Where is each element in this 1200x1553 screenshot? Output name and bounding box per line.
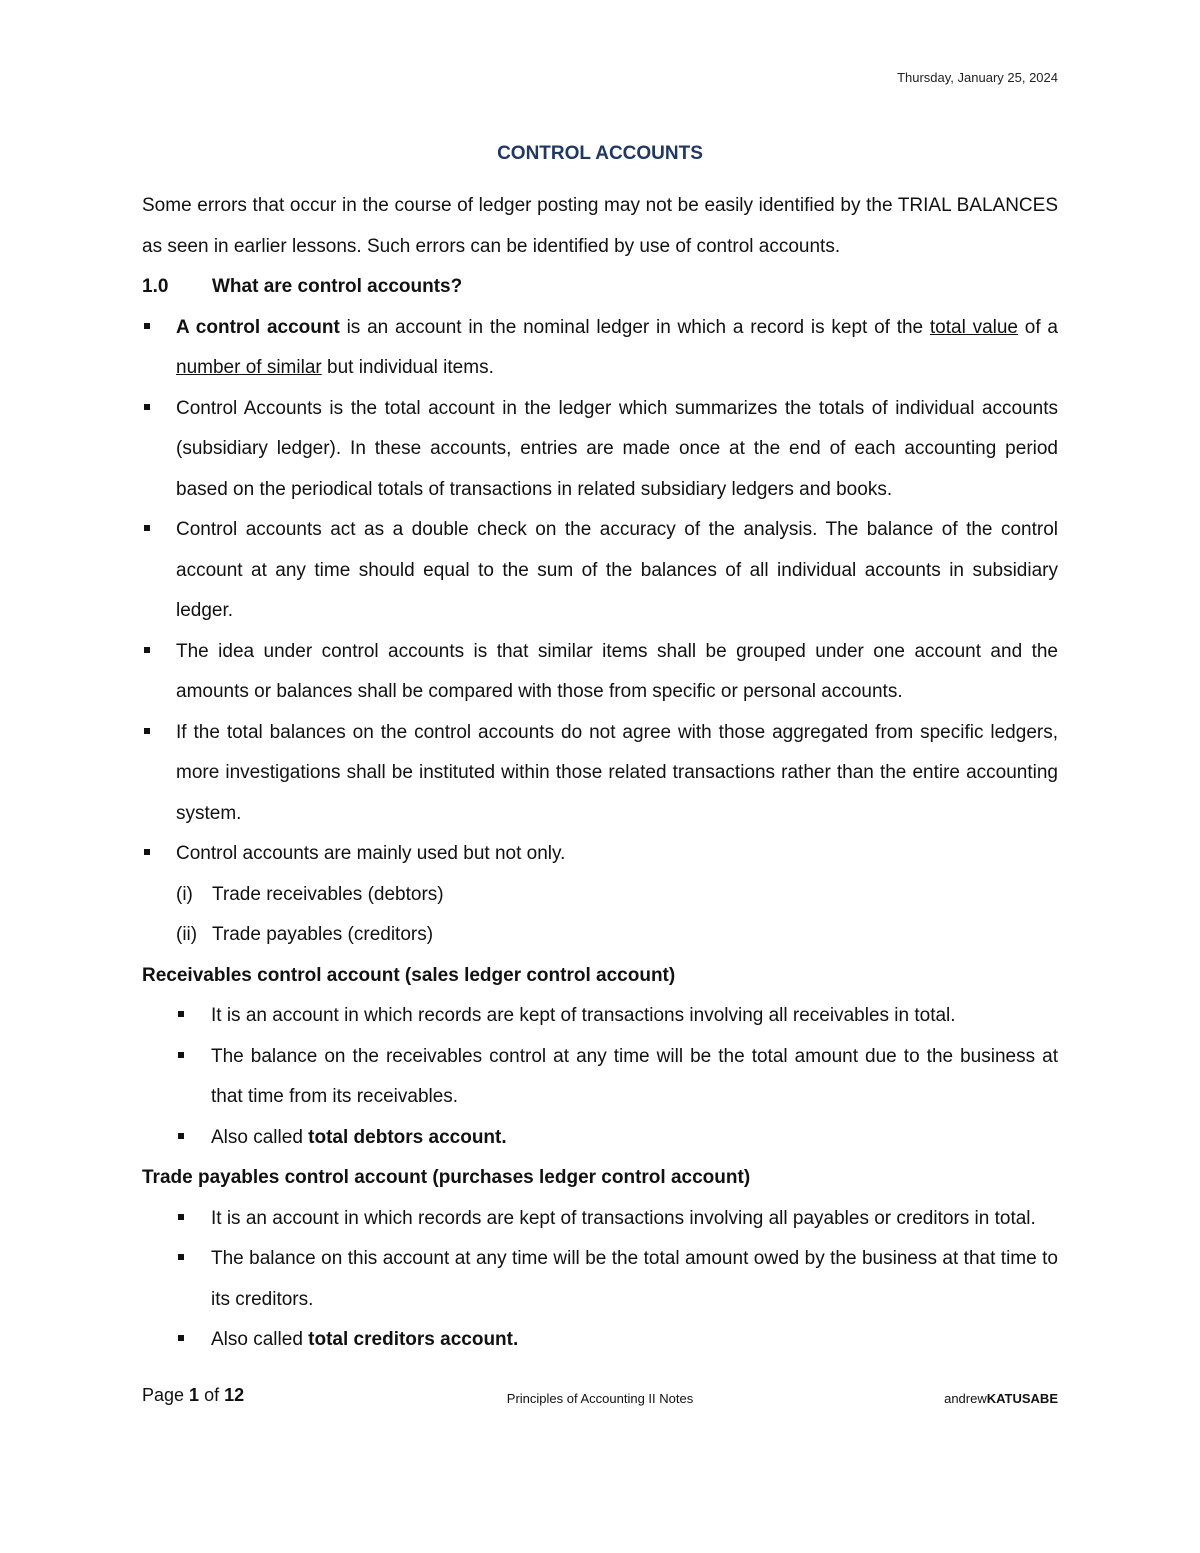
page-current: 1: [189, 1385, 200, 1405]
header-date: Thursday, January 25, 2024: [897, 70, 1058, 85]
list-item: [142, 996, 1058, 1037]
list-item-text: The balance on the receivables control at any time will be the total amount due to the business at that time from its receivables.: [211, 1045, 1058, 1107]
text-run: is an account in the nominal ledger in which a record is kept of the: [339, 316, 930, 338]
square-bullet-icon: [178, 1052, 184, 1058]
list-item: [142, 1118, 1058, 1159]
square-bullet-icon: [178, 1011, 184, 1017]
payables-bullet-list: [142, 1199, 1058, 1361]
list-item-text: Trade payables (creditors): [212, 924, 434, 945]
square-bullet-icon: [178, 1335, 184, 1341]
page-title: CONTROL ACCOUNTS: [497, 143, 703, 164]
author-last-name: KATUSABE: [986, 1391, 1058, 1406]
bold-term: total creditors account.: [308, 1329, 519, 1350]
list-item: [142, 1320, 1058, 1361]
list-item: [142, 632, 1058, 713]
page-footer: [142, 1385, 1058, 1415]
page-word: Page: [142, 1385, 190, 1405]
square-bullet-icon: [178, 1214, 184, 1220]
square-bullet-icon: [144, 849, 150, 855]
roman-marker: (ii): [176, 924, 198, 945]
list-item: [142, 510, 1058, 632]
footer-document-title: Principles of Accounting II Notes: [506, 1391, 694, 1406]
square-bullet-icon: [144, 323, 150, 329]
section-number: 1.0: [142, 276, 169, 297]
square-bullet-icon: [144, 728, 150, 734]
list-item-text: Control accounts act as a double check on the accuracy of the analysis. The balance of the control account at any time should equal to the sum of the balances of all individual accounts in subsidiary ledger.: [176, 519, 1058, 621]
list-item: [176, 875, 1058, 916]
page-of: of: [199, 1385, 225, 1405]
underlined-text: total value: [929, 316, 1019, 338]
text-run: but individual items.: [321, 357, 494, 378]
page-total: 12: [224, 1385, 245, 1405]
payables-heading: Trade payables control account (purchases ledger control account): [142, 1167, 751, 1188]
underlined-text: number of similar: [176, 357, 322, 378]
receivables-bullet-list: [142, 996, 1058, 1158]
list-item-text: The balance on this account at any time will be the total amount owed by the business at that time to its creditors.: [211, 1248, 1058, 1310]
section-heading-what-are-control-accounts: [142, 267, 1058, 308]
text-run: of a: [1018, 316, 1058, 338]
roman-marker: (i): [176, 883, 193, 905]
square-bullet-icon: [144, 525, 150, 531]
square-bullet-icon: [178, 1133, 184, 1139]
list-item: [176, 915, 1058, 956]
footer-author: [944, 1391, 1058, 1406]
list-item: [142, 389, 1058, 511]
control-accounts-bullet-list: [142, 308, 1058, 875]
bold-term: A control account: [176, 316, 340, 338]
list-item: [142, 308, 1058, 389]
bold-term: total debtors account.: [308, 1126, 507, 1148]
document-body: [142, 186, 1058, 1361]
list-item: [142, 1239, 1058, 1320]
list-item-text: It is an account in which records are kept of transactions involving all payables or creditors in total.: [211, 1207, 1036, 1229]
square-bullet-icon: [144, 404, 150, 410]
list-item: [142, 834, 1058, 875]
list-item-text: The idea under control accounts is that similar items shall be grouped under one account and the amounts or balances shall be compared with those from specific or personal accounts.: [176, 640, 1058, 702]
roman-numeral-list: [142, 875, 1058, 956]
list-item-text: Control accounts are mainly used but not only.: [176, 843, 566, 864]
list-item-text: It is an account in which records are kept of transactions involving all receivables in total.: [211, 1005, 956, 1026]
author-first-name: andrew: [944, 1391, 987, 1406]
list-item-text: Trade receivables (debtors): [212, 883, 444, 905]
list-item-text: Control Accounts is the total account in the ledger which summarizes the totals of individual accounts (subsidiary ledger). In these accounts, entries are made once at the end of each accounting period based on the periodical totals of transactions in related subsidiary ledgers and books.: [176, 397, 1058, 500]
square-bullet-icon: [178, 1254, 184, 1260]
square-bullet-icon: [144, 647, 150, 653]
list-item-text: If the total balances on the control accounts do not agree with those aggregated from specific ledgers, more investigations shall be instituted within those related transactions rather than the entire accounting system.: [176, 721, 1058, 824]
text-run: Also called: [211, 1329, 309, 1350]
receivables-heading: Receivables control account (sales ledger control account): [142, 964, 676, 986]
list-item: [142, 1037, 1058, 1118]
intro-paragraph: Some errors that occur in the course of ledger posting may not be easily identified by the TRIAL BALANCES as seen in earlier lessons. Such errors can be identified by use of control accounts.: [142, 195, 1058, 257]
text-run: Also called: [211, 1126, 309, 1148]
list-item: [142, 713, 1058, 835]
list-item: [142, 1199, 1058, 1240]
section-heading-text: What are control accounts?: [212, 276, 463, 297]
